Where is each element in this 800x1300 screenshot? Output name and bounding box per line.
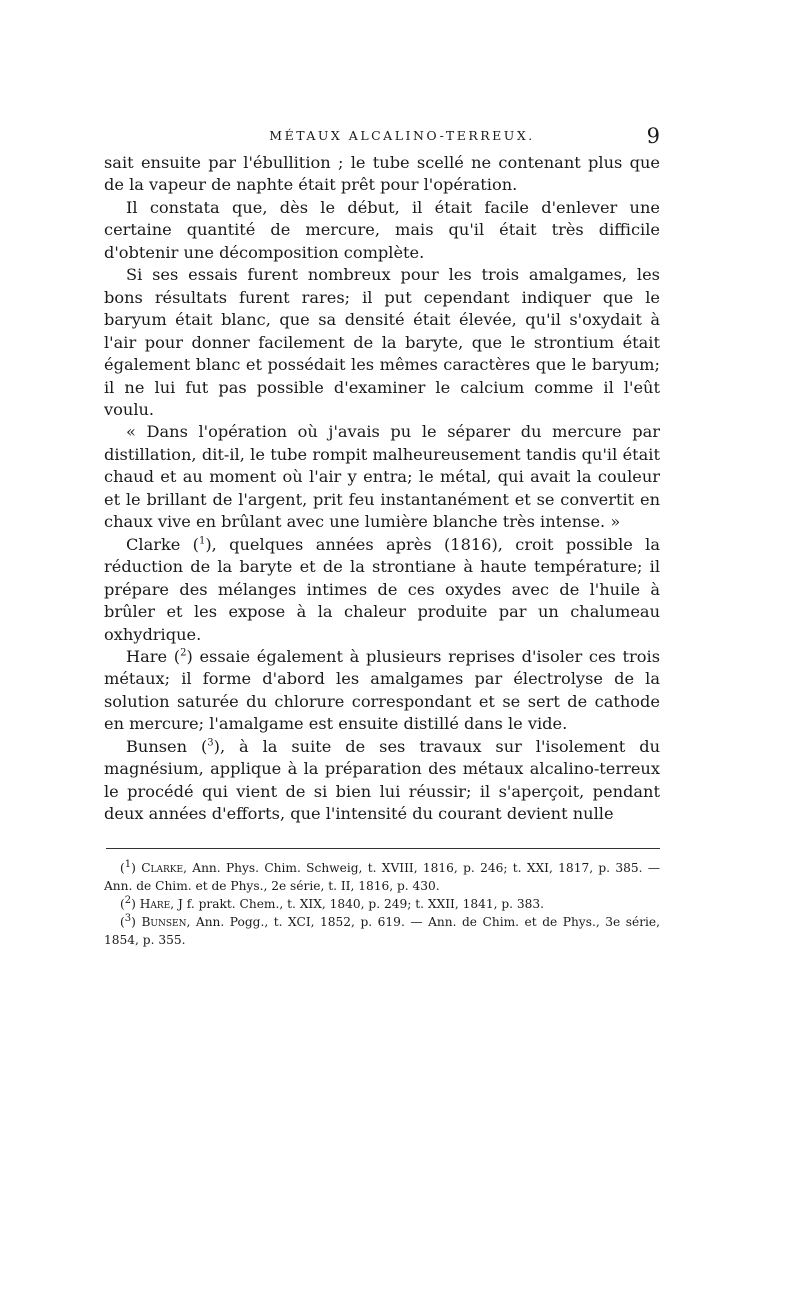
paragraph-text: ), quelques années après (1816), croit possible la réduction de la baryte et de la strontiane à haute température; il prépare des mélanges intimes de ces oxydes avec de l'huile à brûler et les expose à la chaleur produite par un chalumeau oxhydrique. [104, 534, 660, 644]
paragraph [104, 736, 660, 826]
paragraph-text: Hare ( [126, 646, 181, 666]
footnote-text: Ann. Phys. Chim. Schweig, t. XVIII, 1816, p. 246; t. XXI, 1817, p. 385. — Ann. de Chim. et de Phys., 2e série, t. II, 1816, p. 430. [104, 860, 661, 893]
footnote-ref: 3 [207, 737, 214, 749]
footnotes [104, 859, 660, 950]
footnote: ($^3$) Bunsen, Ann. Pogg., t. XCI, 1852, p. 619. — Ann. de Chim. et de Phys., 3e série, 1854, p. 355. [104, 913, 661, 948]
footnote-author: Bunsen [141, 915, 187, 930]
footnote-author: Clarke [141, 860, 184, 875]
footnote-text: J f. prakt. Chem., t. XIX, 1840, p. 249; t. XXII, 1841, p. 383. [178, 897, 545, 911]
footnote-marker: 1 [124, 858, 132, 870]
paragraph-text: ), à la suite de ses travaux sur l'isolement du magnésium, applique à la préparation des métaux alcalino-terreux le procédé qui vient de si bien lui réussir; il s'aperçoit, pendant deux années d'efforts, que l'intensité du courant devient nulle [104, 736, 660, 824]
footnote-ref: 2 [180, 647, 187, 659]
paragraph: Si ses essais furent nombreux pour les trois amalgames, les bons résultats furent rares; il put cependant indiquer que le baryum était blanc, que sa densité était élevée, qu'il s'oxydait à l'air pour donner facilement de la baryte, que le strontium était également blanc et possédait les mêmes caractères que le baryum; il ne lui fut pas possible d'examiner le calcium comme il l'eût voulu. [104, 265, 660, 419]
paragraph-text: Bunsen ( [126, 736, 208, 756]
paragraph-text: Clarke ( [126, 534, 199, 554]
page-number: 9 [646, 124, 660, 148]
footnote: ($^1$) Clarke, Ann. Phys. Chim. Schweig, t. XVIII, 1816, p. 246; t. XXI, 1817, p. 385. — Ann. de Chim. et de Phys., 2e série, t. II, 1816, p. 430. [104, 858, 661, 893]
paragraph [104, 534, 660, 646]
footnote-marker: 3 [124, 913, 132, 925]
page [104, 124, 661, 950]
body-text [104, 152, 660, 826]
paragraph: « Dans l'opération où j'avais pu le séparer du mercure par distillation, dit-il, le tube rompit malheureusement tandis qu'il était chaud et au moment où l'air y entra; le métal, qui avait la couleur et le brillant de l'argent, prit feu instantanément et se convertit en chaux vive en brûlant avec une lumière blanche très intense. » [104, 422, 660, 532]
footnote-text: Ann. Pogg., t. XCI, 1852, p. 619. — Ann. de Chim. et de Phys., 3e série, 1854, p. 355. [104, 915, 661, 948]
footnote: ($^2$) Hare, J f. prakt. Chem., t. XIX, 1840, p. 249; t. XXII, 1841, p. 383. [120, 894, 545, 911]
paragraph [104, 646, 660, 736]
footnote-marker: 2 [124, 894, 132, 906]
footnote-divider [106, 848, 660, 849]
paragraph-text: ) essaie également à plusieurs reprises d'isoler ces trois métaux; il forme d'abord les amalgames par électrolyse de la solution saturée du chlorure correspondant et se sert de cathode en mercure; l'amalgame est ensuite distillé dans le vide. [104, 646, 660, 734]
footnote-ref: 1 [198, 535, 206, 547]
running-head [104, 124, 660, 152]
paragraph: sait ensuite par l'ébullition ; le tube scellé ne contenant plus que de la vapeur de naphte était prêt pour l'opération. [104, 153, 660, 195]
paragraph: Il constata que, dès le début, il était facile d'enlever une certaine quantité de mercure, mais qu'il était très difficile d'obtenir une décomposition complète. [104, 197, 660, 262]
footnote-author: Hare [139, 897, 171, 911]
running-head-title: MÉTAUX ALCALINO-TERREUX. [269, 128, 535, 143]
